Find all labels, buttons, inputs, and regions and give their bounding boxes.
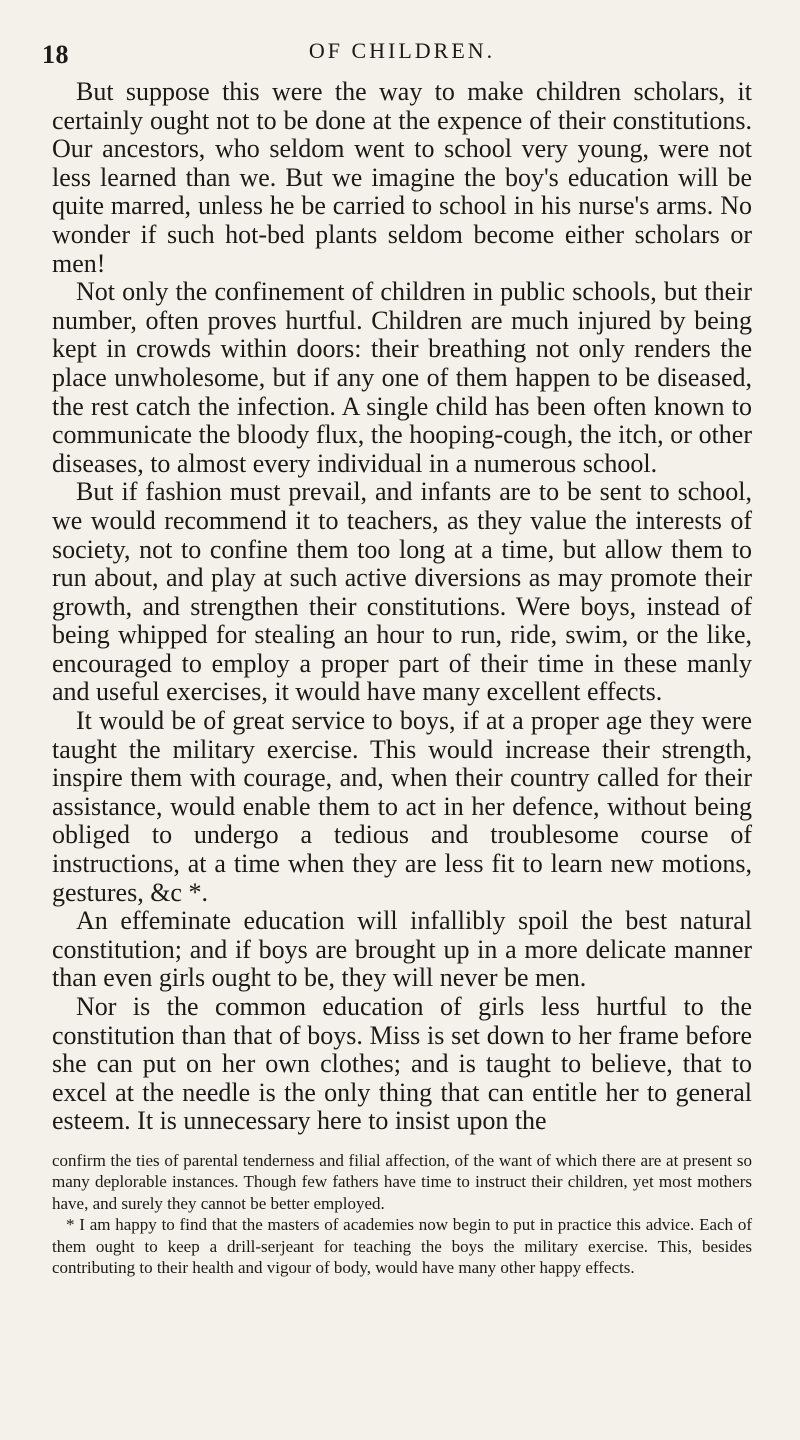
page-number: 18 xyxy=(42,40,69,69)
running-head xyxy=(42,24,752,70)
paragraph: But if fashion must prevail, and infants are to be sent to school, we would recommend it to teachers, as they value the interests of society, not to confine them too long at a time, but allow them to run about, and play at such active diversions as may promote their growth, and strengthen their constitutions. Were boys, instead of being whipped for stealing an hour to run, ride, swim, or the like, encouraged to employ a proper part of their time in these manly and useful exercises, it would have many excellent effects. xyxy=(52,477,752,707)
footnote-continued: confirm the ties of parental tenderness and filial affection, of the want of which there are at present so many deplorable instances. Though few fathers have time to instruct their children, yet most mothers have, and surely they cannot be better employed. xyxy=(52,1150,752,1213)
running-title: OF CHILDREN. xyxy=(308,38,496,63)
footnote-star: * I am happy to find that the masters of academies now begin to put in practice this advice. Each of them ought to keep a drill-serjeant for teaching the boys the military exercise. This, besides contributing to their health and vigour of body, would have many other happy effects. xyxy=(52,1215,752,1278)
paragraph: An effeminate education will infallibly spoil the best natural constitution; and if boys are brought up in a more delicate manner than even girls ought to be, they will never be men. xyxy=(52,906,752,993)
paragraph: Nor is the common education of girls less hurtful to the constitution than that of boys. Miss is set down to her frame before she can put on her own clothes; and is taught to believe, that to excel at the needle is the only thing that can entitle her to general esteem. It is unnecessary here to insist upon the xyxy=(52,992,752,1136)
paragraph: Not only the confinement of children in public schools, but their number, often proves hurtful. Children are much injured by being kept in crowds within doors: their breathing not only renders the place unwholesome, but if any one of them happen to be diseased, the rest catch the infection. A single child has been often known to communicate the bloody flux, the hooping-cough, the itch, or other diseases, to almost every individual in a numerous school. xyxy=(52,277,752,478)
paragraph: It would be of great service to boys, if at a proper age they were taught the military exercise. This would increase their strength, inspire them with courage, and, when their country called for their assistance, would enable them to act in her defence, without being obliged to undergo a tedious and troublesome course of instructions, at a time when they are less fit to learn new motions, gestures, &c *. xyxy=(52,706,752,907)
footnotes xyxy=(52,1150,752,1279)
main-text xyxy=(52,78,752,1136)
paragraph: But suppose this were the way to make children scholars, it certainly ought not to be done at the expence of their constitutions. Our ancestors, who seldom went to school very young, were not less learned than we. But we imagine the boy's education will be quite marred, unless he be carried to school in his nurse's arms. No wonder if such hot-bed plants seldom become either scholars or men! xyxy=(52,77,752,278)
